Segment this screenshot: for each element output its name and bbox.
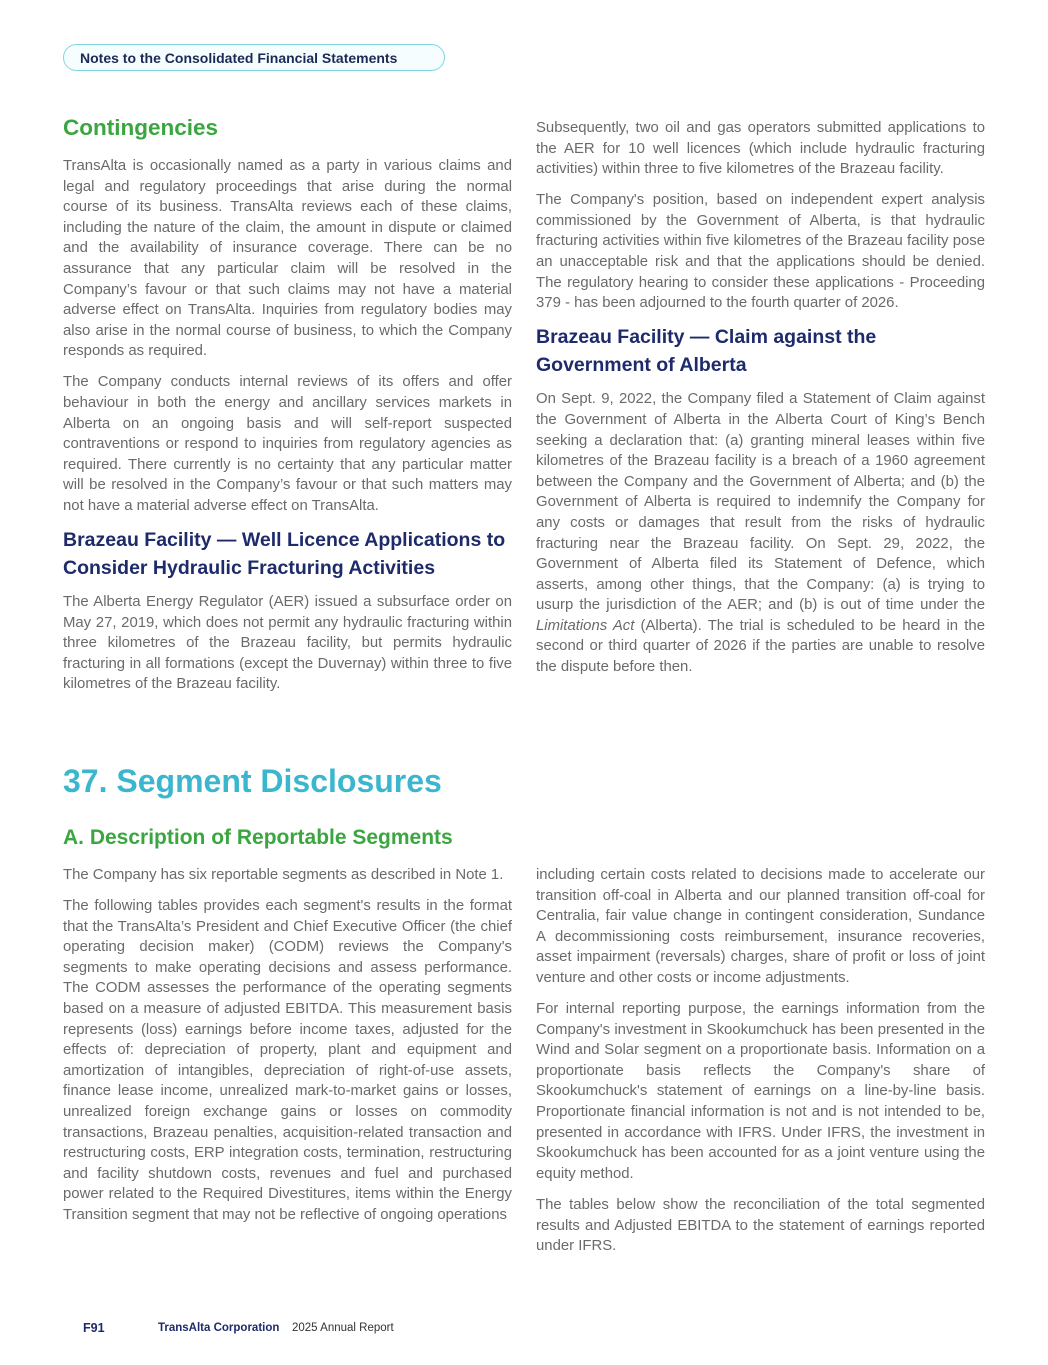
segments-right-column xyxy=(536,865,985,1267)
contingencies-paragraph-2: The Company conducts internal reviews of its offers and offer behaviour in both the energy and ancillary services markets in Alberta on an ongoing basis and will self-report suspected contraventions or respond to inquiries from regulatory agencies as required. There currently is no certainty that any particular matter will be resolved in the Company’s favour or that such matters may not have a material adverse effect on TransAlta. xyxy=(63,374,512,514)
section-label xyxy=(63,44,445,71)
brazeau-wells-paragraph-3: The Company's position, based on independent expert analysis commissioned by the Government of Alberta, is that hydraulic fracturing activities within five kilometres of the Brazeau facility pose an unacceptable risk and that the applications should be denied. The regulatory hearing to consider these applications - Proceeding 379 - has been adjourned to the fourth quarter of 2026. xyxy=(536,192,985,312)
footer-report: 2025 Annual Report xyxy=(292,1322,394,1334)
segments-paragraph-5: The tables below show the reconciliation of the total segmented results and Adjusted EBITDA to the statement of earnings reported under IFRS. xyxy=(536,1196,985,1255)
section-label-text: Notes to the Consolidated Financial Statements xyxy=(80,49,398,66)
brazeau-wells-heading: Brazeau Facility — Well Licence Applications to Consider Hydraulic Fracturing Activities xyxy=(63,529,506,579)
brazeau-wells-paragraph-2: Subsequently, two oil and gas operators submitted applications to the AER for 10 well licences (which include hydraulic fracturing activities) within three to five kilometres of the Brazeau facility. xyxy=(536,120,985,178)
segments-paragraph-1: The Company has six reportable segments as described in Note 1. xyxy=(63,867,504,883)
segments-left-column xyxy=(63,865,512,1236)
page-number: F91 xyxy=(83,1321,105,1335)
footer-company: TransAlta Corporation xyxy=(158,1322,280,1334)
segment-disclosures-title: 37. Segment Disclosures xyxy=(63,763,442,799)
contingencies-heading: Contingencies xyxy=(63,115,219,140)
page-footer xyxy=(83,1321,394,1335)
segments-paragraph-4: For internal reporting purpose, the earnings information from the Company's investment in Skookumchuck has been presented in the Wind and Solar segment on a proportionate basis. Information on a proportionate basis reflects the Company's share of Skookumchuck's statement of earnings on a line-by-line basis. Proportionate financial information is not and is not intended to be, presented in accordance with IFRS. Under IFRS, the investment in Skookumchuck has been accounted for as a joint venture using the equity method. xyxy=(536,1001,985,1182)
contingencies-column xyxy=(63,114,512,706)
segments-paragraph-3: including certain costs related to decisions made to accelerate our transition off-coal in Alberta and our planned transition off-coal for Centralia, fair value change in contingent consideration, Sundance A decommissioning costs reimbursement, insurance recoveries, asset impairment (reversals) charges, share of profit or loss of joint venture and other costs or income adjustments. xyxy=(536,867,985,986)
brazeau-column xyxy=(536,118,985,688)
brazeau-claim-heading: Brazeau Facility — Claim against the Government of Alberta xyxy=(536,326,877,376)
brazeau-claim-paragraph: On Sept. 9, 2022, the Company filed a Statement of Claim against the Government of Alberta in the Alberta Court of King’s Bench seeking a declaration that: (a) granting mineral leases within five kilometres of the Brazeau facility is a breach of a 1960 agreement between the Company and the Government of Alberta; and (b) the Government of Alberta is required to indemnify the Company for any costs or damages that result from the risks of hydraulic fracturing near the Brazeau facility. On Sept. 29, 2022, the Government of Alberta filed its Statement of Defence, which asserts, among other things, that the Company: (a) is trying to usurp the jurisdiction of the AER; and (b) is out of time under the Limitations Act (Alberta). The trial is scheduled to be heard in the second or third quarter of 2026 if the parties are unable to resolve the dispute before then. xyxy=(536,391,985,676)
reportable-segments-heading: A. Description of Reportable Segments xyxy=(63,826,453,849)
contingencies-paragraph-1: TransAlta is occasionally named as a party in various claims and legal and regulatory proceedings that arise during the normal course of its business. TransAlta reviews each of these claims, including the nature of the claim, the amount in dispute or claimed and the availability of insurance coverage. There can be no assurance that any particular claim will be resolved in the Company’s favour or that such claims may not have a material adverse effect on TransAlta. Inquiries from regulatory bodies may also arise in the normal course of business, to which the Company responds as required. xyxy=(63,158,512,360)
segments-paragraph-2: The following tables provides each segment's results in the format that the TransAlta’s President and Chief Executive Officer (the chief operating decision maker) (CODM) reviews the Company's segments to make operating decisions and assess performance. The CODM assesses the performance of the operating segments based on a measure of adjusted EBITDA. This measurement basis represents (loss) earnings before income taxes, adjusted for the effects of: depreciation of property, plant and equipment and amortization of intangibles, depreciation of right-of-use assets, finance lease income, unrealized mark-to-market gains or losses, unrealized foreign exchange gains or losses on commodity transactions, Brazeau penalties, acquisition-related transaction and restructuring costs, ERP integration costs, termination, restructuring and facility shutdown costs, revenues and fuel and purchased power related to the Required Divestitures, items within the Energy Transition segment that may not be reflective of ongoing operations xyxy=(63,898,512,1223)
brazeau-wells-paragraph-1: The Alberta Energy Regulator (AER) issued a subsurface order on May 27, 2019, which does not permit any hydraulic fracturing within three kilometres of the Brazeau facility, but permits hydraulic fracturing in all formations (except the Duvernay) within three to five kilometres of the Brazeau facility. xyxy=(63,594,512,693)
